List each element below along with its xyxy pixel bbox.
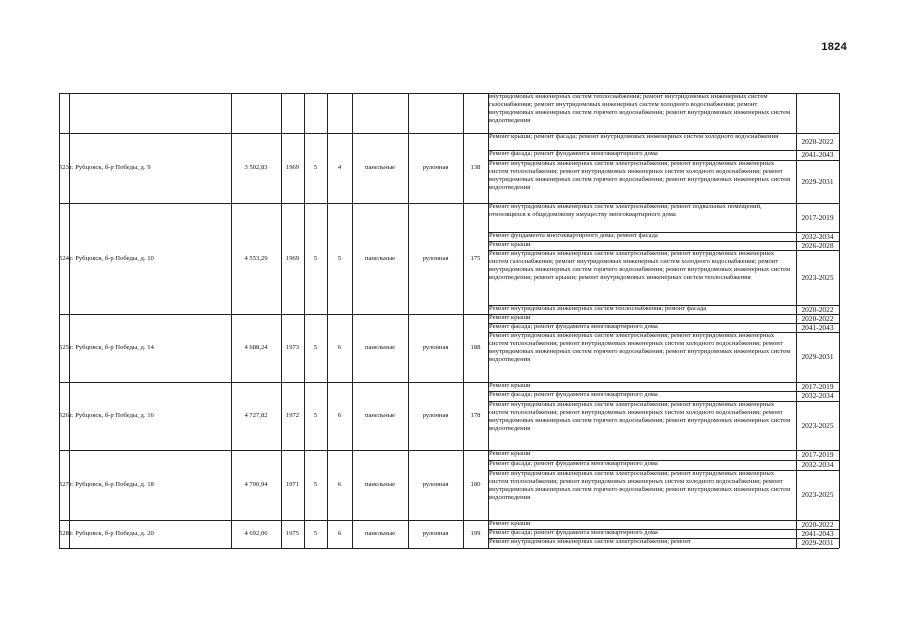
cell-period: 2032-2034: [801, 460, 834, 469]
cell-work-type: Ремонт внутридомовых инженерных систем теплоснабжения; ремонт фасада: [489, 305, 707, 312]
table-row: [59, 93, 839, 133]
cell-period: 2020-2022: [801, 313, 834, 323]
cell-work-type: Ремонт крыши: [489, 314, 531, 321]
cell-period: 2020-2022: [801, 304, 834, 314]
cell-work-type: Ремонт фасада; ремонт фундамента многоквартирного дома: [489, 150, 658, 157]
cell-entrances: 6: [337, 481, 342, 488]
cell-work-type: Ремонт внутридомовых инженерных систем электроснабжения; ремонт внутридомовых инженерных систем теплоснабжения; ремонт внутридомовых инженерных систем холодного водоснабжения; ремонт внутридомовых инженерных систем горячего водоснабжения; ремонт внутридомовых инженерных систем водоотведения: [489, 332, 791, 363]
cell-floors: 5: [313, 254, 318, 262]
cell-entrances: 6: [337, 412, 342, 419]
cell-year: 1969: [285, 254, 300, 262]
cell-period: 2029-2031: [801, 538, 834, 547]
cell-work-type: Ремонт фасада; ремонт фундамента многоквартирного дома: [489, 460, 658, 467]
cell-entrances: 5: [337, 254, 342, 262]
cell-work-type: Ремонт крыши; ремонт фасада; ремонт внутридомовых инженерных систем холодного водоснабжения: [489, 133, 779, 140]
cell-period: 2020-2022: [801, 136, 834, 146]
cell-work-type: Ремонт внутридомовых инженерных систем электроснабжения; ремонт внутридомовых инженерных систем газоснабжения; ремонт внутридомовых инженерных систем холодного водоснабжения; ремонт внутридомовых инженерных систем горячего водоснабжения; ремонт внутридомовых инженерных систем водоотведения; ремонт крыши; ремонт внутридомовых инженерных систем теплоснабжения: [489, 250, 791, 281]
cell-address: г. Рубцовск, б-р Победы, д. 9: [70, 164, 151, 171]
cell-period: 2023-2025: [801, 490, 834, 499]
table-row: [59, 314, 839, 382]
cell-area: 4 727,82: [244, 412, 268, 419]
cell-residents: 199: [470, 530, 481, 537]
cell-year: 1971: [285, 481, 300, 488]
cell-period: 2041-2043: [801, 528, 834, 538]
cell-work-type: Ремонт внутридомовых инженерных систем электроснабжения; ремонт: [489, 538, 691, 545]
cell-period: 2029-2031: [801, 352, 834, 361]
table-row: [59, 203, 839, 314]
cell-roof: рулонная: [422, 254, 449, 262]
cell-area: 4 688,24: [244, 344, 268, 351]
cell-period: 2017-2019: [801, 381, 834, 391]
cell-roof: рулонная: [422, 412, 449, 419]
cell-period: 2020-2022: [801, 519, 834, 529]
cell-roof: рулонная: [422, 164, 449, 171]
cell-work-type: Ремонт крыши: [489, 520, 531, 527]
cell-work-type: Ремонт внутридомовых инженерных систем электроснабжения; ремонт внутридомовых инженерных систем теплоснабжения; ремонт внутридомовых инженерных систем холодного водоснабжения; ремонт внутридомовых инженерных систем горячего водоснабжения; ремонт внутридомовых инженерных систем водоотведения: [489, 160, 791, 191]
cell-address: г. Рубцовск, б-р Победы, д. 10: [70, 254, 154, 262]
cell-residents: 178: [470, 412, 481, 419]
cell-num: 526: [59, 412, 69, 419]
cell-period: 2032-2034: [801, 231, 834, 241]
table-row: [59, 133, 839, 203]
cell-area: [231, 93, 281, 133]
cell-year: 1972: [285, 412, 300, 419]
cell-walls: панельные: [364, 344, 396, 351]
cell-period: 2023-2025: [801, 420, 834, 430]
table-row: [59, 450, 839, 520]
cell-residents: 188: [470, 344, 481, 351]
cell-period: 2029-2031: [801, 176, 834, 186]
cell-area: 4 553,29: [244, 254, 268, 262]
cell-work-type: Ремонт крыши: [489, 241, 531, 248]
cell-work-type: Ремонт внутридомовых инженерных систем электроснабжения; ремонт подвальных помещений, относящихся к общедомовому имуществу многоквартирного дома: [489, 203, 762, 218]
cell-floors: 5: [313, 412, 318, 419]
cell-roof: рулонная: [422, 481, 449, 488]
page-number: 1824: [821, 41, 847, 53]
cell-work-type: Ремонт фасада; ремонт фундамента многоквартирного дома: [489, 323, 658, 330]
cell-num: 528: [59, 530, 69, 537]
cell-floors: 5: [313, 530, 318, 537]
cell-year: 1975: [285, 530, 300, 537]
cell-walls: панельные: [364, 164, 396, 171]
cell-floors: [304, 93, 327, 133]
table-rule-horizontal: [59, 548, 839, 549]
cell-entrances: [327, 93, 352, 133]
table-row: [59, 520, 839, 548]
cell-address: г. Рубцовск, б-р Победы, д. 20: [70, 530, 154, 537]
cell-walls: [352, 93, 408, 133]
cell-work-type: Ремонт фасада; ремонт фундамента многоквартирного дома: [489, 391, 658, 398]
cell-residents: 180: [470, 481, 481, 488]
capital-repair-table: [59, 93, 839, 576]
cell-address: г. Рубцовск, б-р Победы, д. 14: [70, 344, 154, 351]
cell-entrances: 6: [337, 344, 342, 351]
cell-num: 527: [59, 481, 69, 488]
cell-work-type: Ремонт фасада; ремонт фундамента многоквартирного дома: [489, 529, 658, 536]
cell-work-type: Ремонт крыши: [489, 382, 531, 389]
cell-year: 1973: [285, 344, 300, 351]
cell-walls: панельные: [364, 254, 396, 262]
cell-area: 4 700,94: [244, 481, 268, 488]
cell-period: 2032-2034: [801, 391, 834, 400]
cell-year: 1969: [285, 164, 300, 171]
cell-num: [59, 93, 69, 133]
cell-walls: панельные: [364, 530, 396, 537]
cell-work-type: Ремонт внутридомовых инженерных систем электроснабжения; ремонт внутридомовых инженерных систем теплоснабжения; ремонт внутридомовых инженерных систем холодного водоснабжения; ремонт внутридомовых инженерных систем горячего водоснабжения; ремонт внутридомовых инженерных систем водоотведения: [489, 470, 791, 501]
cell-num: 523: [59, 164, 69, 171]
cell-period: 2017-2019: [801, 212, 834, 222]
cell-roof: рулонная: [422, 344, 449, 351]
cell-year: [281, 93, 304, 133]
cell-area: 4 692,06: [244, 530, 268, 537]
cell-address: [69, 93, 232, 133]
cell-roof: [408, 93, 463, 133]
cell-period: 2041-2043: [801, 150, 834, 159]
cell-work-type: внутридомовых инженерных систем теплоснабжения; ремонт внутридомовых инженерных систем газоснабжения; ремонт внутридомовых инженерных систем холодного водоснабжения; ремонт внутридомовых инженерных систем горячего водоснабжения; ремонт внутридомовых инженерных систем водоотведения: [489, 93, 791, 124]
cell-period: 2023-2025: [801, 272, 834, 282]
cell-period: [796, 93, 839, 133]
cell-period: 2017-2019: [801, 450, 834, 459]
cell-floors: 5: [313, 164, 318, 171]
cell-floors: 5: [313, 481, 318, 488]
cell-work-type: Ремонт фундамента многоквартирного дома; ремонт фасада: [489, 232, 658, 239]
cell-address: г. Рубцовск, б-р Победы, д. 16: [70, 412, 154, 419]
cell-area: 3 502,83: [244, 164, 268, 171]
cell-entrances: 4: [337, 164, 342, 171]
cell-walls: панельные: [364, 412, 396, 419]
cell-work-type: Ремонт крыши: [489, 450, 531, 457]
cell-address: г. Рубцовск, б-р Победы, д. 18: [70, 481, 154, 488]
cell-walls: панельные: [364, 481, 396, 488]
cell-floors: 5: [313, 344, 318, 351]
cell-period: 2041-2043: [801, 322, 834, 332]
cell-residents: [463, 93, 488, 133]
cell-num: 524: [59, 254, 69, 262]
cell-roof: рулонная: [422, 530, 449, 537]
cell-residents: 175: [470, 254, 481, 262]
table-rule-vertical: [839, 93, 840, 548]
cell-num: 525: [59, 344, 69, 351]
cell-period: 2026-2028: [801, 240, 834, 250]
cell-residents: 138: [470, 164, 481, 171]
cell-entrances: 6: [337, 530, 342, 537]
cell-work-type: Ремонт внутридомовых инженерных систем электроснабжения; ремонт внутридомовых инженерных систем теплоснабжения; ремонт внутридомовых инженерных систем холодного водоснабжения; ремонт внутридомовых инженерных систем горячего водоснабжения; ремонт внутридомовых инженерных систем водоотведения: [489, 401, 791, 432]
table-row: [59, 382, 839, 450]
